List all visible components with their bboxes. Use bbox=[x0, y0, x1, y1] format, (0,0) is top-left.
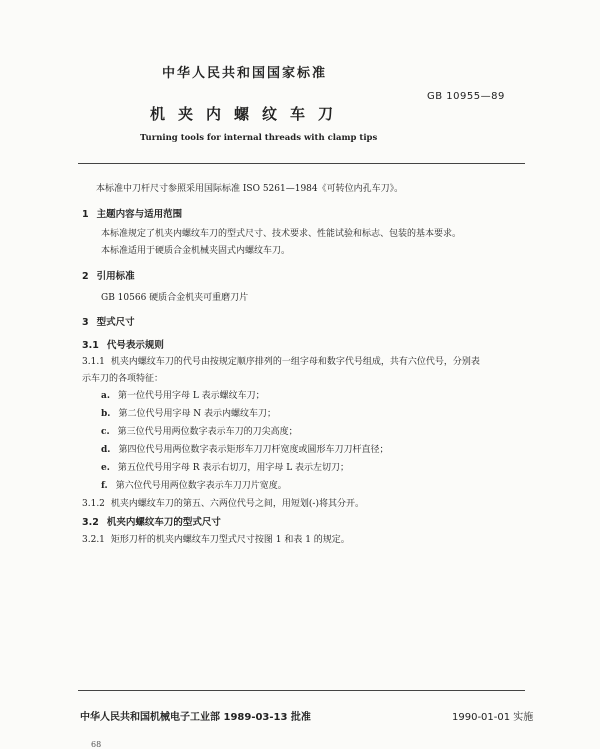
clause-number: 3.2.1 bbox=[82, 535, 105, 545]
footer-divider bbox=[78, 690, 525, 691]
list-item-f bbox=[101, 478, 287, 491]
list-item-label: d. bbox=[101, 445, 111, 455]
approval-line: 中华人民共和国机械电子工业部 1989-03-13 批准 bbox=[80, 712, 311, 723]
list-item-text: 第六位代号用两位数字表示车刀刀片宽度。 bbox=[115, 481, 287, 491]
subsection-3-1-heading bbox=[82, 337, 164, 351]
clause-3-1-2 bbox=[82, 496, 364, 509]
clause-3-1-1-line-1 bbox=[82, 354, 480, 367]
list-item-label: a. bbox=[101, 391, 110, 401]
list-item-c bbox=[101, 424, 298, 437]
list-item-text: 第四位代号用两位数字表示矩形车刀刀杆宽度或圆形车刀刀杆直径； bbox=[118, 445, 389, 455]
subsection-3-2-heading bbox=[82, 514, 221, 528]
list-item-label: c. bbox=[101, 427, 110, 437]
section-2-heading bbox=[82, 268, 135, 282]
referenced-standard: GB 10566 硬质合金机夹可重磨刀片 bbox=[101, 293, 249, 303]
section-number: 2 bbox=[82, 271, 89, 282]
header-divider bbox=[78, 163, 525, 164]
clause-text: 机夹内螺纹车刀的代号由按规定顺序排列的一组字母和数字代号组成，共有六位代号，分别表 bbox=[110, 357, 480, 367]
country-standard-heading: 中华人民共和国国家标准 bbox=[162, 66, 328, 81]
section-1-paragraph-2: 本标准适用于硬质合金机械夹固式内螺纹车刀。 bbox=[101, 246, 291, 256]
clause-3-2-1 bbox=[82, 532, 350, 545]
section-1-paragraph-1: 本标准规定了机夹内螺纹车刀的型式尺寸、技术要求、性能试验和标志、包装的基本要求。 bbox=[101, 229, 462, 239]
list-item-text: 第三位代号用两位数字表示车刀的刀尖高度； bbox=[117, 427, 298, 437]
document-title: 机夹内螺纹车刀 bbox=[150, 105, 347, 123]
subsection-number: 3.1 bbox=[82, 340, 99, 351]
list-item-label: b. bbox=[101, 409, 111, 419]
clause-3-1-1-line-2: 示车刀的各项特征： bbox=[82, 374, 164, 384]
list-item-b bbox=[101, 406, 276, 419]
subsection-number: 3.2 bbox=[82, 517, 99, 528]
list-item-text: 第五位代号用字母 R 表示右切刀，用字母 L 表示左切刀； bbox=[117, 463, 350, 473]
clause-number: 3.1.1 bbox=[82, 357, 105, 367]
clause-text: 机夹内螺纹车刀的第五、六两位代号之间，用短划(-)将其分开。 bbox=[110, 499, 364, 509]
list-item-a bbox=[101, 388, 265, 401]
section-number: 3 bbox=[82, 317, 89, 328]
intro-paragraph: 本标准中刀杆尺寸参照采用国际标准 ISO 5261—1984《可转位内孔车刀》。 bbox=[96, 184, 404, 194]
section-title: 主题内容与适用范围 bbox=[96, 209, 183, 220]
list-item-label: f. bbox=[101, 481, 108, 491]
clause-number: 3.1.2 bbox=[82, 499, 105, 509]
section-number: 1 bbox=[82, 209, 89, 220]
list-item-d bbox=[101, 442, 388, 455]
section-1-heading bbox=[82, 206, 182, 220]
list-item-e bbox=[101, 460, 349, 473]
subsection-title: 代号表示规则 bbox=[106, 340, 164, 351]
standard-number: GB 10955—89 bbox=[427, 91, 505, 102]
section-title: 引用标准 bbox=[96, 271, 135, 282]
section-3-heading bbox=[82, 314, 135, 328]
document-title-english: Turning tools for internal threads with clamp tips bbox=[140, 133, 378, 143]
section-title: 型式尺寸 bbox=[96, 317, 135, 328]
subsection-title: 机夹内螺纹车刀的型式尺寸 bbox=[106, 517, 221, 528]
page-number: 68 bbox=[91, 740, 102, 749]
list-item-text: 第一位代号用字母 L 表示螺纹车刀； bbox=[117, 391, 265, 401]
list-item-label: e. bbox=[101, 463, 110, 473]
list-item-text: 第二位代号用字母 N 表示内螺纹车刀； bbox=[118, 409, 277, 419]
clause-text: 矩形刀杆的机夹内螺纹车刀型式尺寸按图 1 和表 1 的规定。 bbox=[110, 535, 350, 545]
implementation-date: 1990-01-01 实施 bbox=[452, 712, 534, 723]
